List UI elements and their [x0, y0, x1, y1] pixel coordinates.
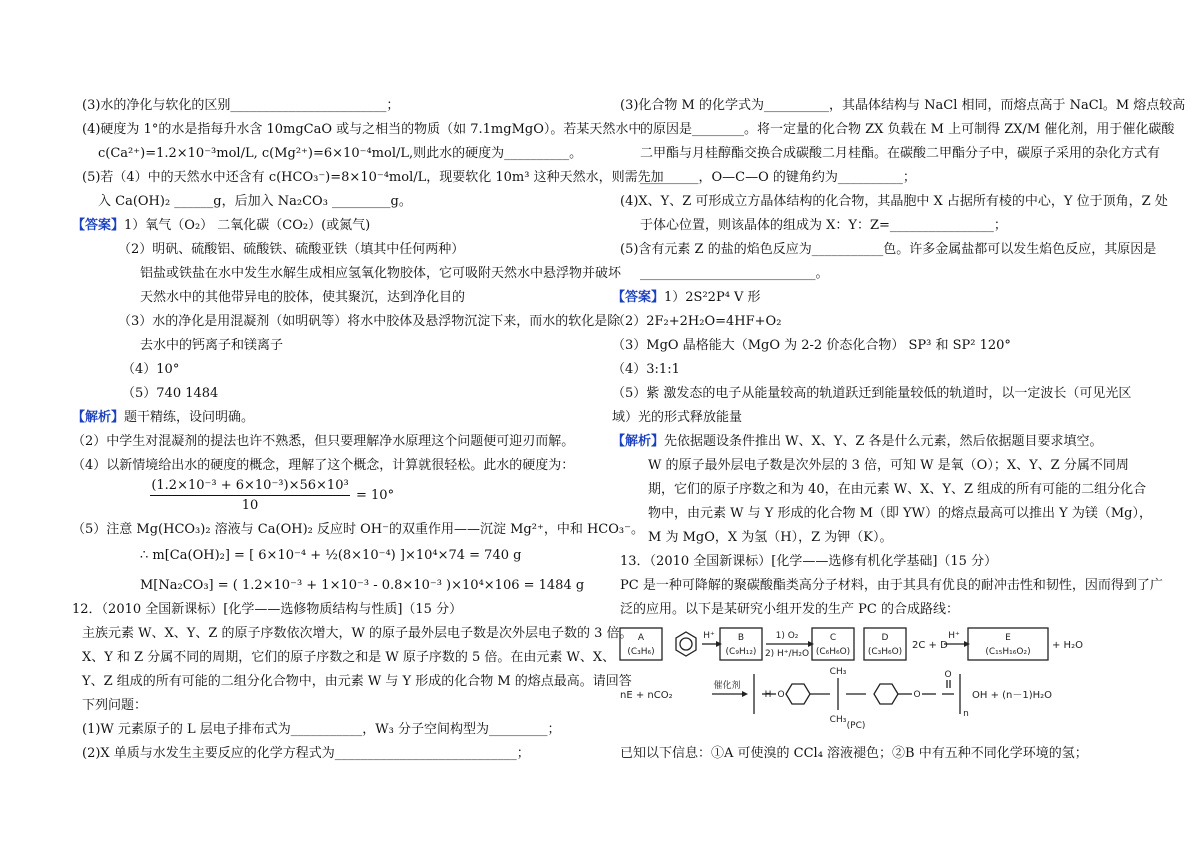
answer-2: （2）明矾、硫酸铝、硫酸铁、硫酸亚铁（填其中任何两种） — [118, 242, 465, 257]
question-12-part3-line3: 二甲酯与月桂醇酯交换合成碳酸二月桂酯。在碳酸二甲酯分子中，碳原子采用的杂化方式有 — [640, 146, 1161, 161]
box-c-formula: (C₆H₆O) — [815, 647, 851, 657]
analysis-12-3: 期，它们的原子序数之和为 40，在由元素 W、X、Y、Z 组成的所有可能的二组分化合 — [648, 482, 1147, 497]
question-5-line2: 入 Ca(OH)₂ ______g，后加入 Na₂CO₃ _________g。 — [98, 194, 412, 209]
calc-caoh2: ∴ m[Ca(OH)₂] = [ 6×10⁻⁴ + ½(8×10⁻⁴) ]×10⁴×74 = 740 g — [140, 548, 522, 563]
answer-3: （3）水的净化是用混凝剂（如明矾等）将水中胶体及悬浮物沉淀下来，而水的软化是除 — [118, 314, 621, 329]
question-12-stem1: 主族元素 W、X、Y、Z 的原子序数依次增大，W 的原子最外层电子数是次外层电子数的 3 倍。 — [82, 626, 633, 641]
box-d-label: D — [881, 633, 889, 643]
box-b-formula: (C₉H₁₂) — [725, 647, 757, 657]
question-12-part4-line2: 于体心位置，则该晶体的组成为 X：Y：Z=________________； — [640, 218, 1007, 233]
analysis-4: （4）以新情境给出水的硬度的概念，理解了这个概念，计算就很轻松。此水的硬度为： — [72, 458, 575, 473]
question-5-line1: (5)若（4）中的天然水中还含有 c(HCO₃⁻)=8×10⁻⁴mol/L，现要软化 10m³ 这种天然水，则需先加 — [82, 170, 664, 185]
answer-12-3: （3）MgO 晶格能大（MgO 为 2-2 价态化合物） SP³ 和 SP² 120° — [612, 338, 1011, 353]
arrow-step-1: 1) O₂ — [775, 631, 799, 641]
answer-3-line2: 去水中的钙离子和镁离子 — [140, 338, 284, 353]
question-12-part5-line1: (5)含有元素 Z 的盐的焰色反应为___________色。许多金属盐都可以发生焰色反应，其原因是 — [620, 242, 1157, 257]
analysis-5: （5）注意 Mg(HCO₃)₂ 溶液与 Ca(OH)₂ 反应时 OH⁻的双重作用——沉淀 Mg²⁺，中和 HCO₃⁻。 — [72, 522, 644, 537]
pc-label: (PC) — [846, 721, 866, 731]
question-12-part5-line2: ___________________________。 — [640, 266, 829, 281]
o-right: O — [913, 690, 921, 700]
question-4-line1: (4)硬度为 1°的水是指每升水含 10mgCaO 或与之相当的物质（如 7.1mgMgO）。若某天然水中 — [82, 122, 642, 137]
answer-12-line1: 【答案】1）2S²2P⁴ V 形 — [612, 290, 761, 305]
answer-label: 【答案】 — [72, 218, 125, 233]
h-end: H — [764, 690, 772, 700]
answer-12-4: （4）3:1:1 — [612, 362, 680, 377]
analysis-12-4: 物中，由元素 W 与 Y 形成的化合物 M（即 YW）的熔点最高可以推出 Y 为镁（Mg）， — [648, 506, 1152, 521]
analysis-12-2: W 的原子最外层电子数是次外层的 3 倍，可知 W 是氧（O）；X、Y、Z 分属不同周 — [648, 458, 1129, 473]
polymer-reactants: nE + nCO₂ — [620, 690, 673, 701]
box-e-label: E — [1005, 633, 1011, 643]
scheme-h2o: + H₂O — [1052, 640, 1083, 651]
box-a-formula: (C₃H₆) — [627, 647, 655, 657]
n-subscript: n — [963, 709, 969, 719]
arrow-hplus-1: H⁺ — [703, 631, 715, 641]
question-12-title: 12．（2010 全国新课标）[化学——选修物质结构与性质]（15 分） — [72, 602, 463, 617]
question-12-part2: (2)X 单质与水发生主要反应的化学方程式为____________________________； — [82, 746, 530, 761]
hardness-fraction — [150, 478, 350, 513]
question-12-part3-line1: (3)化合物 M 的化学式为__________，其晶体结构与 NaCl 相同，而熔点高于 NaCl。M 熔点较高 — [620, 98, 1186, 113]
answer-2-line2: 铝盐或铁盐在水中发生水解生成相应氢氧化物胶体，它可吸附天然水中悬浮物并破坏 — [140, 266, 622, 281]
ch3-top: CH₃ — [829, 667, 847, 677]
answer-12-5: （5）紫 激发态的电子从能量较高的轨道跃迁到能量较低的轨道时，以一定波长（可见光区 — [612, 386, 1132, 401]
analysis-label: 【解析】 — [72, 410, 125, 425]
question-12-part4-line1: (4)X、Y、Z 可形成立方晶体结构的化合物，其晶胞中 X 占据所有棱的中心，Y 位于顶角，Z 处 — [620, 194, 1168, 209]
o-carbonyl: O — [944, 670, 952, 680]
o-left: O — [777, 690, 785, 700]
answer-4: （4）10° — [122, 362, 180, 377]
ch3-bottom: CH₃ — [829, 715, 847, 725]
fraction-numerator: (1.2×10⁻³ + 6×10⁻³)×56×10³ — [151, 478, 349, 493]
synthesis-scheme — [616, 622, 1096, 734]
box-b-label: B — [737, 633, 745, 643]
box-a-label: A — [637, 633, 645, 643]
box-c-label: C — [829, 633, 837, 643]
question-13-title: 13．（2010 全国新课标）[化学——选修有机化学基础]（15 分） — [620, 554, 998, 569]
answer-2-line3: 天然水中的其他带异电的胶体，使其聚沉，达到净化目的 — [140, 290, 466, 305]
fraction-result: = 10° — [356, 488, 395, 503]
analysis-12-line1: 【解析】先依据题设条件推出 W、X、Y、Z 各是什么元素，然后依据题目要求填空。 — [612, 434, 1103, 449]
answer-12-5-line2: 域）光的形式释放能量 — [612, 410, 743, 425]
question-13-stem2: 泛的应用。以下是某研究小组开发的生产 PC 的合成路线： — [620, 602, 959, 617]
answer-line1: 【答案】1）氧气（O₂） 二氧化碳（CO₂）(或氮气) — [72, 218, 371, 233]
question-13-stem1: PC 是一种可降解的聚碳酸酯类高分子材料，由于其具有优良的耐冲击性和韧性，因而得到了广 — [620, 578, 1163, 593]
box-d-formula: (C₃H₆O) — [867, 647, 903, 657]
question-12-part1: (1)W 元素原子的 L 层电子排布式为___________，W₃ 分子空间构型为_________； — [82, 722, 561, 737]
polymer-catalyst: 催化剂 — [713, 681, 741, 691]
analysis-12-5: M 为 MgO，X 为氢（H），Z 为钾（K）。 — [648, 530, 893, 545]
fraction-denominator: 10 — [241, 498, 259, 513]
question-12-part3-line2: 的原因是________。将一定量的化合物 ZX 负载在 M 上可制得 ZX/M 催化剂，用于催化碳酸 — [640, 122, 1175, 137]
question-12-stem2: X、Y 和 Z 分属不同的周期，它们的原子序数之和是 W 原子序数的 5 倍。在由元素 W、X、 — [82, 650, 616, 665]
polymer-products: OH + (n－1)H₂O — [972, 690, 1053, 701]
analysis-label-12: 【解析】 — [612, 434, 665, 449]
question-4-line2: c(Ca²⁺)=1.2×10⁻³mol/L, c(Mg²⁺)=6×10⁻⁴mol/L,则此水的硬度为__________。 — [98, 146, 583, 161]
answer-5: （5）740 1484 — [122, 386, 219, 401]
box-e-formula: (C₁₅H₁₆O₂) — [985, 647, 1031, 657]
answer-label-12: 【答案】 — [612, 290, 665, 305]
analysis-2: （2）中学生对混凝剂的提法也许不熟悉，但只要理解净水原理这个问题便可迎刃而解。 — [72, 434, 575, 449]
arrow-hplus-2: H⁺ — [948, 631, 960, 641]
answer-12-2: （2）2F₂+2H₂O=4HF+O₂ — [612, 314, 782, 329]
question-12-stem3: Y、Z 组成的所有可能的二组分化合物中，由元素 W 与 Y 形成的化合物 M 的熔点最高。请回答 — [82, 674, 632, 689]
question-13-info: 已知以下信息：①A 可使溴的 CCl₄ 溶液褪色；②B 中有五种不同化学环境的氢； — [620, 746, 1088, 761]
scheme-2c-d: 2C + D — [912, 640, 948, 651]
question-3: (3)水的净化与软化的区别________________________； — [82, 98, 400, 113]
question-12-stem4: 下列问题： — [82, 698, 148, 713]
question-12-part3-line4: _________，O—C—O 的键角约为__________； — [640, 170, 916, 185]
calc-na2co3: M[Na₂CO₃] = ( 1.2×10⁻³ + 1×10⁻³ - 0.8×10⁻³ )×10⁴×106 = 1484 g — [140, 578, 585, 593]
arrow-step-2: 2) H⁺/H₂O — [764, 649, 810, 659]
analysis-line1: 【解析】题干精练，设问明确。 — [72, 410, 255, 425]
